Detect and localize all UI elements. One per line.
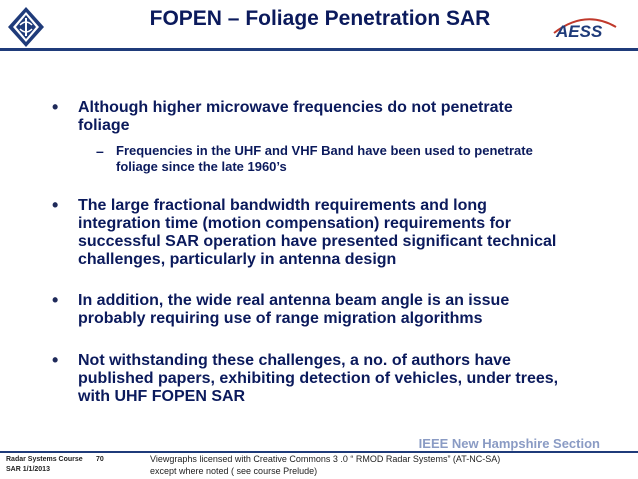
bullet-text: Not withstanding these challenges, a no. of authors have published papers, exhibiting detection of vehicles, under trees, with UHF FOPEN SAR [78,352,559,405]
sub-bullet-text: Frequencies in the UHF and VHF Band have been used to penetrate foliage since the late 1960’s [116,143,533,174]
license-note: except where noted ( see course Prelude) [150,466,318,476]
aess-logo-text: AESS [556,22,603,41]
bullet-icon: • [52,97,59,117]
bullet-icon: • [52,350,59,370]
ieee-logo [6,5,46,49]
bullet-text: Although higher microwave frequencies do not penetrate foliage [78,99,513,134]
aess-logo [552,13,618,41]
footer-date: SAR 1/1/2013 [6,466,50,473]
bullet-icon: • [52,195,59,215]
slide-title: FOPEN – Foliage Penetration SAR [149,7,491,30]
bullet-text: In addition, the wide real antenna beam angle is an issue probably requiring use of range migration algorithms [78,292,510,327]
footer-divider [0,451,638,453]
dash-icon: – [96,143,104,159]
bullet-text: The large fractional bandwidth requirements and long integration time (motion compensation) requirements for successful SAR operation have presented significant technical challenges, particularly in antenna design [78,197,557,268]
bullet-icon: • [52,290,59,310]
course-name: Radar Systems Course [6,456,83,463]
license-text: Viewgraphs licensed with Creative Commons 3 .0 “ RMOD Radar Systems” (AT-NC-SA) [150,454,501,464]
title-divider [0,48,638,51]
section-label: IEEE New Hampshire Section [418,436,600,451]
page-number: 70 [96,456,104,463]
